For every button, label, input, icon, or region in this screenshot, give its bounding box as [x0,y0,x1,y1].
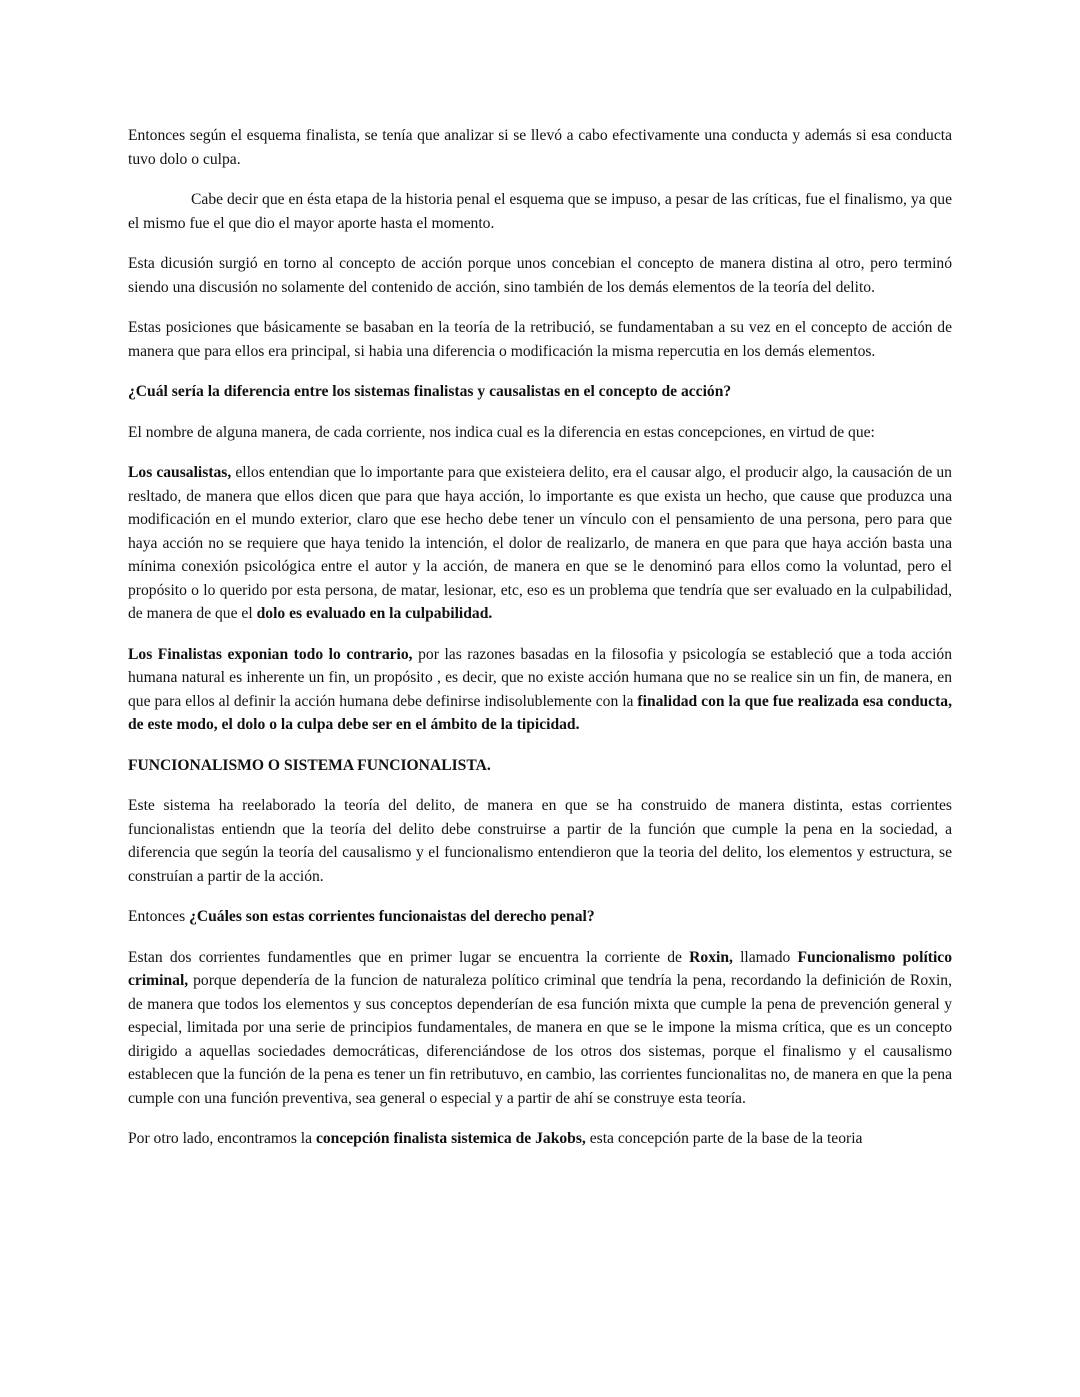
roxin-part2: llamado [732,948,798,966]
paragraph-action-discussion: Esta dicusión surgió en torno al concepto de acción porque unos concebian el concepto de manera distina al otro, pero terminó siendo una discusión no solamente del contenido de acción, sino también de los demás elementos de la teoría del delito. [128,255,952,296]
paragraph-finalism-imposed: Cabe decir que en ésta etapa de la historia penal el esquema que se impuso, a pesar de las críticas, fue el finalismo, ya que el mismo fue el que dio el mayor aporte hasta el momento. [128,191,952,232]
paragraph-finalist-scheme: Entonces según el esquema finalista, se tenía que analizar si se llevó a cabo efectivamente una conducta y además si esa conducta tuvo dolo o culpa. [128,127,952,168]
paragraph-name-indicates: El nombre de alguna manera, de cada corriente, nos indica cual es la diferencia en estas concepciones, en virtud de que: [128,423,875,441]
paragraph-retribution-positions: Estas posiciones que básicamente se basaban en la teoría de la retribució, se fundamentaban a su vez en el concepto de acción de manera que para ellos era principal, si habia una diferencia o modificación la misma repercutia en los demás elementos. [128,319,952,360]
finalists-tail: finalidad con la que fue realizada esa conducta, de este modo, el dolo o la culpa debe ser en el ámbito de la tipicidad. [128,692,952,733]
roxin-part1: Estan dos corrientes fundamentles que en primer lugar se encuentra la corriente de [128,948,690,966]
section-heading-functionalism: FUNCIONALISMO O SISTEMA FUNCIONALISTA. [128,756,491,774]
causalists-lead: Los causalistas, [128,464,232,481]
jakobs-part1: Por otro lado, encontramos la [128,1130,316,1147]
paragraph-finalists [128,643,952,737]
finalists-body: por las razones basadas en la filosofia y psicología se estableció que a toda acción humana natural es inherente un fin, un propósito , es decir, que no existe acción humana que no se realice sin un fin, de manera, en que para ellos al definir la acción humana debe definirse indisolublemente con la [128,645,952,710]
jakobs-part2: esta concepción parte de la base de la teoria [585,1130,863,1147]
paragraph-causalists [128,461,952,626]
paragraph-which-currents [128,905,952,929]
roxin-part3: porque dependería de la funcion de naturaleza político criminal que tendría la pena, recordando la definición de Roxin, de manera que todos los elementos y sus conceptos dependerían de esa función mixta que cumple la pena de prevención general y especial, limitada por una serie de principios fundamentales, de manera en que se le impone la misma crítica, que es un concepto dirigido a aquellas sociedades democráticas, diferenciándose de los otros dos sistemas, porque el finalismo y el causalismo establecen que la función de la pena es tener un fin retributuvo, en cambio, las corrientes funcionalitas no, de manera en que la pena cumple con una función preventiva, sea general o especial y a partir de ahí se construye esta teoría. [128,972,952,1107]
roxin-name: Roxin, [689,948,733,966]
finalists-lead: Los Finalistas exponian todo lo contrario, [128,645,413,663]
paragraph-roxin [128,946,952,1111]
jakobs-concept: concepción finalista sistemica de Jakobs, [315,1130,586,1147]
causalists-tail: dolo es evaluado en la culpabilidad. [256,605,493,622]
which-currents-lead: Entonces [128,908,190,925]
causalists-body: ellos entendian que lo importante para que existeiera delito, era el causar algo, el producir algo, la causación de un resltado, de manera que ellos dicen que para que haya acción, lo importante es que exista un hecho, que cause que produzca una modificación en el mundo exterior, claro que ese hecho debe tener un vínculo con el pensamiento de una persona, pero para que haya acción no se requiere que haya tenido la intención, el dolor de realizarlo, de manera en que para que haya acción basta una mínima conexión psicológica entre el autor y la acción, de manera en que se le denominó para ellos como la voluntad, pero el propósito o lo querido por esta persona, de matar, lesionar, etc, eso es un problema que tendría que ser evaluado en la culpabilidad, de manera de que el [128,464,952,622]
roxin-functionalism: Funcionalismo político criminal, [128,948,953,989]
question-difference-systems: ¿Cuál sería la diferencia entre los sistemas finalistas y causalistas en el concepto de acción? [128,383,732,400]
which-currents-question: ¿Cuáles son estas corrientes funcionaistas del derecho penal? [189,908,595,925]
paragraph-jakobs [128,1127,952,1151]
document-page [128,124,952,1168]
paragraph-functionalist-system: Este sistema ha reelaborado la teoría del delito, de manera en que se ha construido de manera distinta, estas corrientes funcionalistas entiendn que la teoría del delito debe construirse a partir de la función que cumple la pena en la sociedad, a diferencia que según la teoría del causalismo y el funcionalismo entendieron que la teoria del delito, los elementos y estructura, se construían a partir de la acción. [128,797,952,885]
